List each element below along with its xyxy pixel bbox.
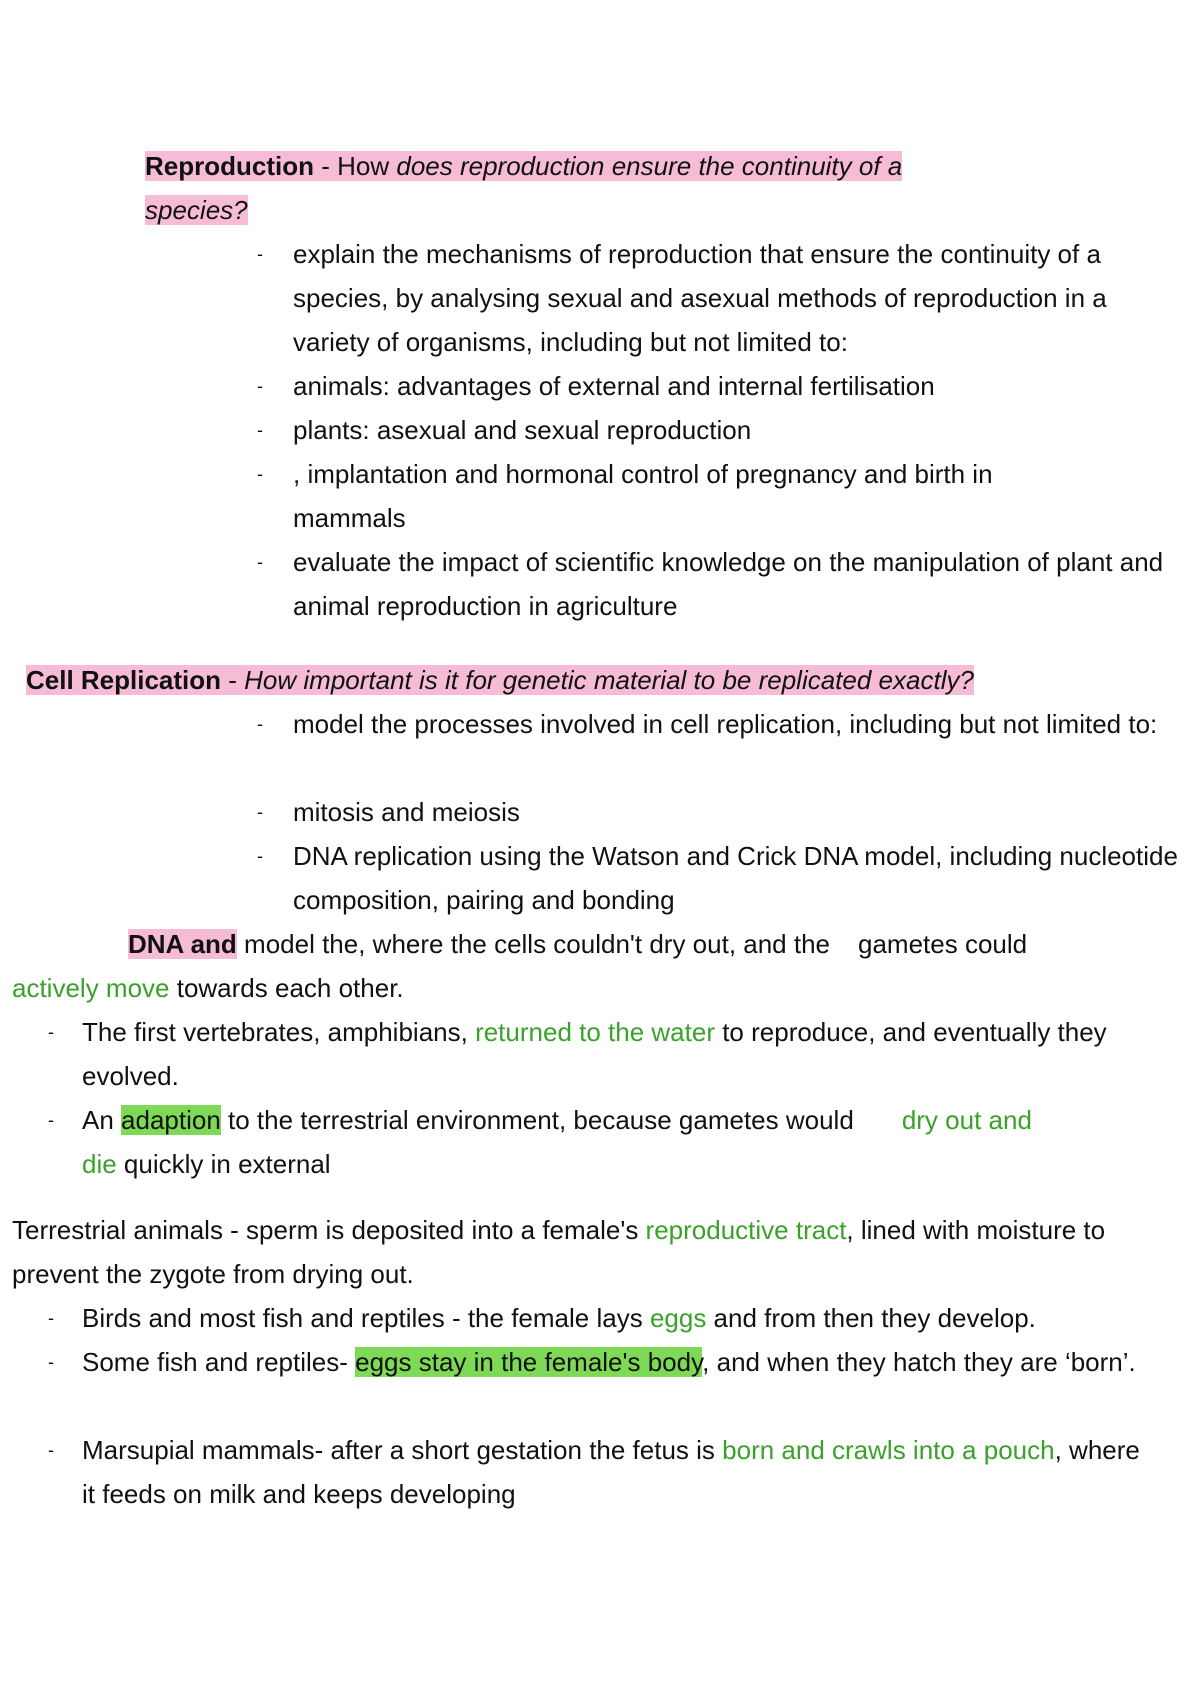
green-term: die (82, 1149, 117, 1179)
list-item: - plants: asexual and sexual reproduction (257, 415, 752, 445)
reproduction-title: Reproduction (145, 151, 314, 181)
list-item: - explain the mechanisms of reproduction that ensure the continuity of a species, by analysing sexual and asexual methods of reproduction in a variety of organisms, including but not limited to: (257, 239, 1107, 357)
green-term: eggs (649, 1303, 707, 1333)
dna-highlight: DNA and (128, 929, 237, 959)
list-item: - animals: advantages of external and internal fertilisation (257, 371, 935, 401)
green-highlight: eggs stay in the female's body (355, 1347, 703, 1377)
reproduction-question: does reproduction ensure the continuity of a (396, 151, 903, 181)
list-item: - The first vertebrates, amphibians, returned to the water to reproduce, and eventually they evolved. (48, 1017, 1107, 1091)
cell-replication-title: Cell Replication (26, 665, 222, 695)
green-term: born and crawls into a pouch (722, 1435, 1055, 1465)
list-item: - DNA replication using the Watson and Crick DNA model, including nucleotide composition, pairing and bonding (257, 841, 1178, 915)
cell-replication-question: How important is it for genetic material to be replicated exactly? (244, 665, 974, 695)
list-item: - Some fish and reptiles- eggs stay in the female's body, and when they hatch they are ‘born’. (48, 1347, 1136, 1377)
green-term: actively move (12, 973, 170, 1003)
terrestrial-paragraph: Terrestrial animals - sperm is deposited into a female's reproductive tract, lined with moisture to prevent the zygote from drying out. (12, 1215, 1106, 1289)
reproduction-question-lead: How (337, 151, 397, 181)
cell-replication-heading: Cell Replication - How important is it for genetic material to be replicated exactly? (26, 665, 974, 695)
green-term: reproductive tract (645, 1215, 847, 1245)
list-item: - , implantation and hormonal control of pregnancy and birth in mammals (257, 459, 993, 533)
list-item: - mitosis and meiosis (257, 797, 520, 827)
list-item: - model the processes involved in cell replication, including but not limited to: (257, 709, 1158, 739)
list-item: - An adaption to the terrestrial environment, because gametes would dry out and die quickly in external (48, 1105, 1032, 1179)
dna-paragraph: DNA and model the, where the cells couldn't dry out, and the gametes could actively move towards each other. (12, 929, 1028, 1003)
list-item: - Marsupial mammals- after a short gestation the fetus is born and crawls into a pouch, where it feeds on milk and keeps developing (48, 1435, 1140, 1509)
list-item: - evaluate the impact of scientific knowledge on the manipulation of plant and animal reproduction in agriculture (257, 547, 1164, 621)
reproduction-heading: Reproduction - How does reproduction ensure the continuity of a species? (145, 151, 903, 225)
green-term: returned to the water (475, 1017, 715, 1047)
reproduction-question-cont: species? (145, 195, 248, 225)
list-item: - Birds and most fish and reptiles - the female lays eggs and from then they develop. (48, 1303, 1036, 1333)
green-highlight: adaption (121, 1105, 221, 1135)
green-term: dry out and (901, 1105, 1032, 1135)
